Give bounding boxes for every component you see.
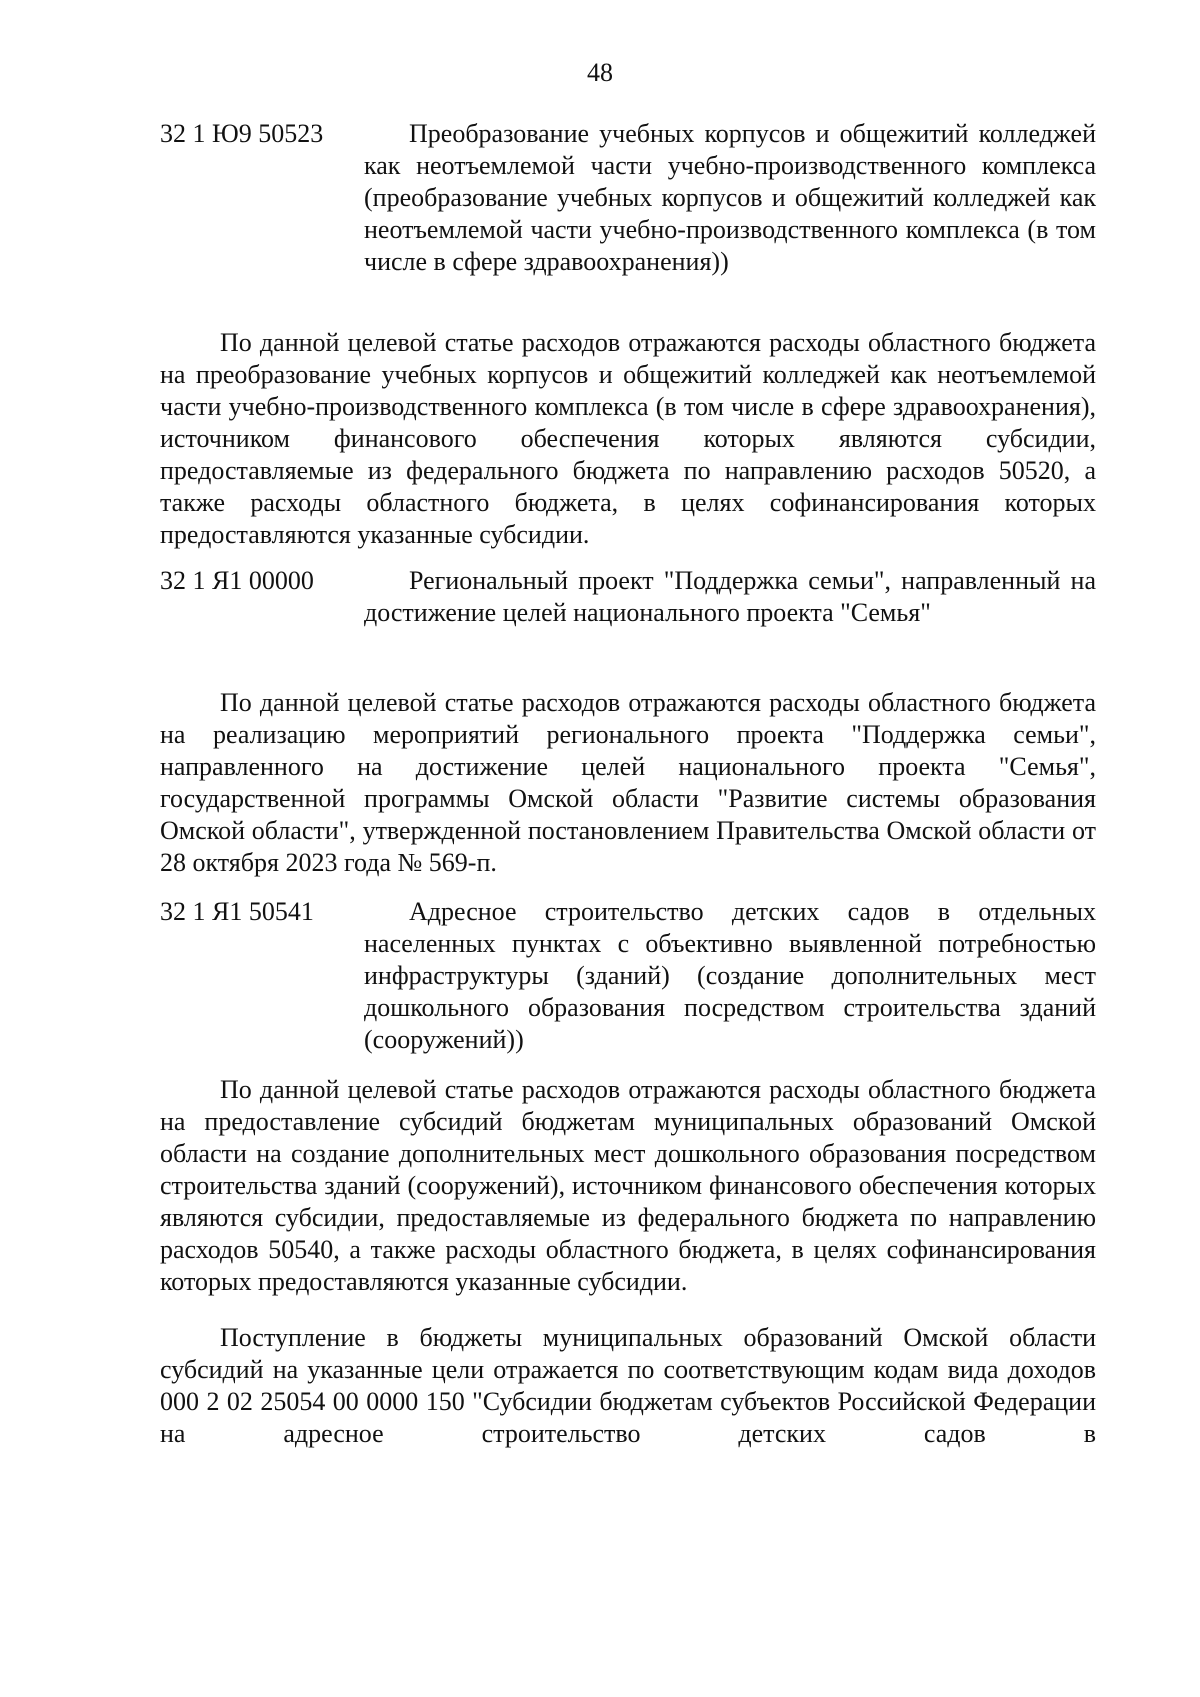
budget-code: 32 1 Я1 50541 [160,897,314,926]
budget-entry-title: Региональный проект "Поддержка семьи", направленный на достижение целей национального проекта "Семья" [364,566,1096,627]
budget-code: 32 1 Я1 00000 [160,566,314,595]
budget-entry [160,896,1096,1056]
budget-entry-title: Адресное строительство детских садов в отдельных населенных пунктах с объективно выявленной потребностью инфраструктуры (зданий) (создание дополнительных мест дошкольного образования посредством строительства зданий (сооружений)) [364,897,1096,1054]
description-paragraph: По данной целевой статье расходов отражаются расходы областного бюджета на реализацию мероприятий регионального проекта "Поддержка семьи", направленного на достижение целей национального проекта "Семья", государственной программы Омской области "Развитие системы образования Омской области", утвержденной постановлением Правительства Омской области от 28 октября 2023 года № 569-п. [160,688,1096,877]
description-paragraph: По данной целевой статье расходов отражаются расходы областного бюджета на преобразование учебных корпусов и общежитий колледжей как неотъемлемой части учебно-производственного комплекса (в том числе в сфере здравоохранения), источником финансового обеспечения которых являются субсидии, предоставляемые из федерального бюджета по направлению расходов 50520, а также расходы областного бюджета, в целях софинансирования которых предоставляются указанные субсидии. [160,328,1096,549]
budget-code: 32 1 Ю9 50523 [160,119,324,148]
page-number: 48 [587,58,613,87]
budget-entry-title: Преобразование учебных корпусов и общежитий колледжей как неотъемлемой части учебно-производственного комплекса (преобразование учебных корпусов и общежитий колледжей как неотъемлемой части учебно-производственного комплекса (в том числе в сфере здравоохранения)) [364,119,1096,276]
description-paragraph: Поступление в бюджеты муниципальных образований Омской области субсидий на указанные цели отражается по соответствующим кодам вида доходов 000 2 02 25054 00 0000 150 "Субсидии бюджетам субъектов Российской Федерации на адресное строительство детских садов в [160,1323,1096,1448]
budget-entry [160,118,1096,278]
budget-entry [160,565,1096,629]
description-paragraph: По данной целевой статье расходов отражаются расходы областного бюджета на предоставление субсидий бюджетам муниципальных образований Омской области на создание дополнительных мест дошкольного образования посредством строительства зданий (сооружений), источником финансового обеспечения которых являются субсидии, предоставляемые из федерального бюджета по направлению расходов 50540, а также расходы областного бюджета, в целях софинансирования которых предоставляются указанные субсидии. [160,1075,1096,1296]
